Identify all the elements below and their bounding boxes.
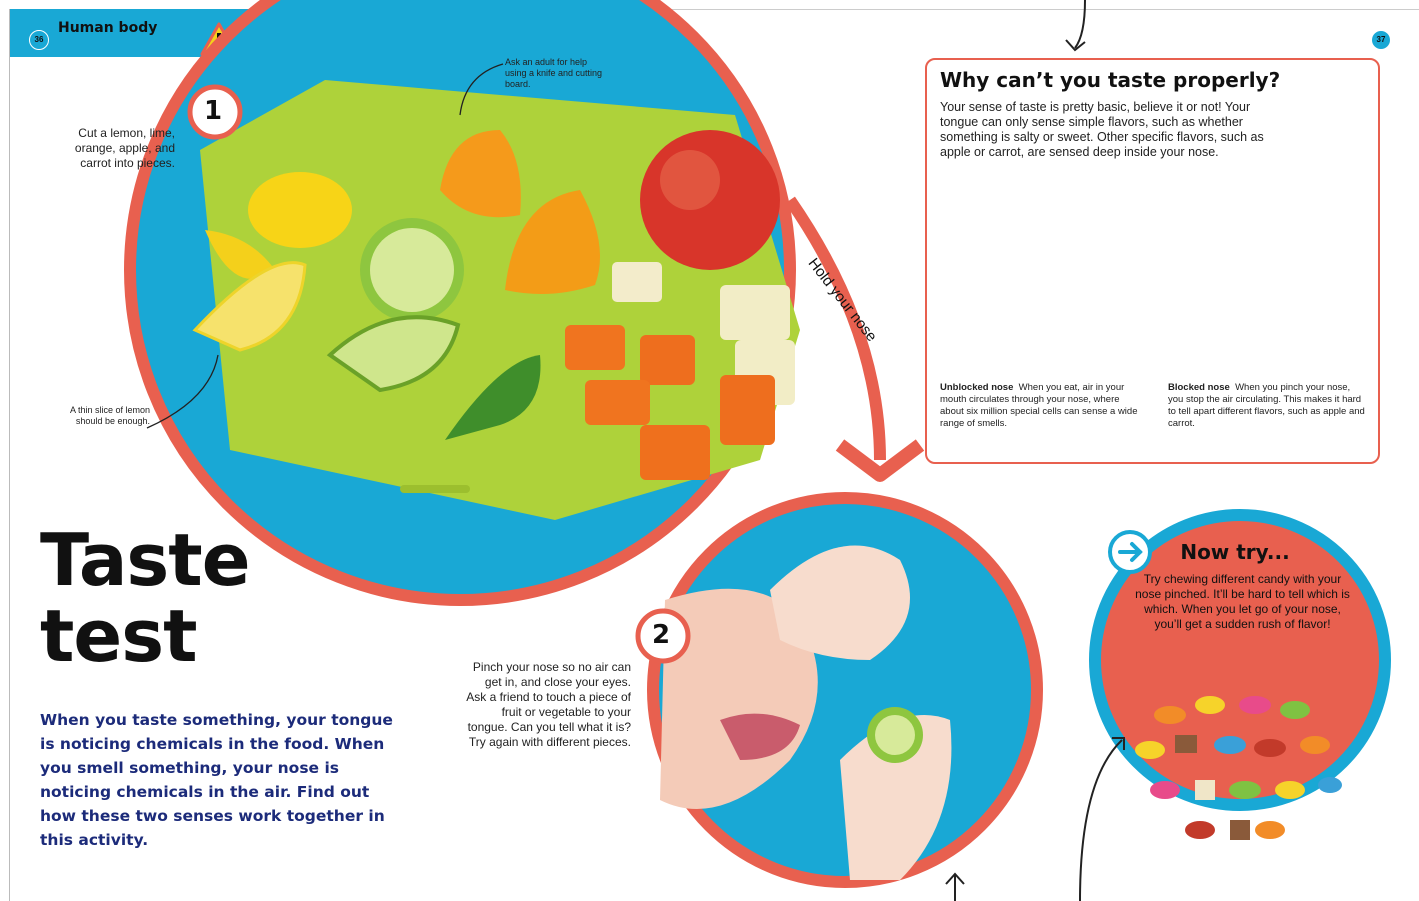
section-title: Human body [58,20,158,36]
lime-flesh [370,228,454,312]
callout-adult: Ask an adult for help using a knife and cutting board. [505,57,603,89]
apple-cube-2 [720,285,790,340]
panel-title: Why can’t you taste properly? [940,68,1281,92]
blocked-caption: Blocked nose When you pinch your nose, you stop the air circulating. This makes it hard to tell apart different flavors, such as apple and carrot. [1168,382,1365,429]
step1-number: 1 [204,96,223,126]
left-page-number: 36 [29,30,49,50]
callout-lemon: A thin slice of lemon should be enough. [69,405,150,426]
page-title: Taste test [40,518,250,678]
board-handle [400,485,470,493]
carrot-piece [585,380,650,425]
step2-number: 2 [652,620,671,650]
lemon [248,172,352,248]
carrot-piece [720,375,775,445]
callout-arrow [1075,0,1085,48]
carrot-piece [640,425,710,480]
step2-caption: Pinch your nose so no air can get in, and close your eyes. Ask a friend to touch a piece of fruit or vegetable to your tongue. Can you tell what it is? Try again with different pieces. [466,660,631,749]
apple-cube [612,262,662,302]
page-edge [9,9,10,901]
carrot-piece [640,335,695,385]
carrot-piece [565,325,625,370]
panel-text: Your sense of taste is pretty basic, believe it or not! Your tongue can only sense simple flavors, such as whether something is salty or sweet. Other specific flavors, such as apple or carrot, are sensed deep inside your nose. [940,100,1264,159]
hold-nose-label: Hold your nose [804,255,881,345]
now-try-text: Try chewing different candy with your nose pinched. It’ll be hard to tell which is which. When you let go of your nose, you’ll get a sudden rush of flavor! [1135,572,1350,631]
step1-caption: Cut a lemon, lime, orange, apple, and carrot into pieces. [74,126,175,170]
unblocked-caption: Unblocked nose When you eat, air in your mouth circulates through your nose, where about six million special cells can sense a wide range of smells. [940,382,1138,429]
callout-arrow [1080,740,1122,901]
now-try-title: Now try... [1180,540,1290,564]
intro-text: When you taste something, your tongue is noticing chemicals in the food. When you smell something, your nose is noticing chemicals in the air. Find out how these two senses work together in this activity. [40,711,393,849]
right-page-number: 37 [1371,30,1391,50]
